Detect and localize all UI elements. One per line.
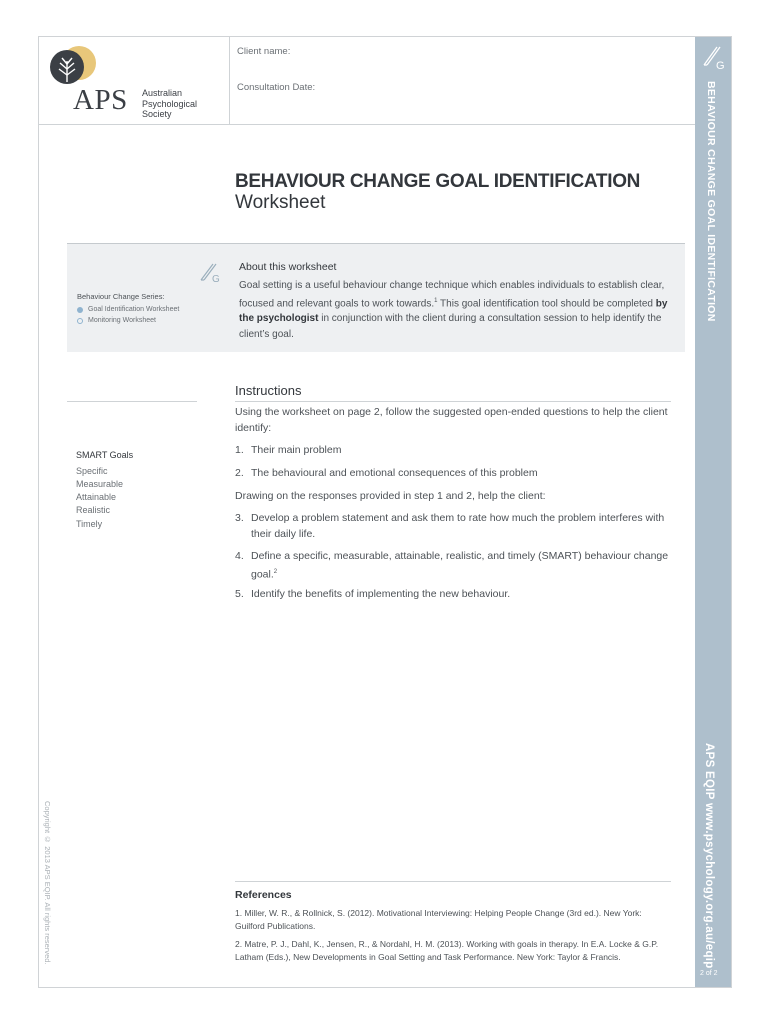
reference-2: 2. Matre, P. J., Dahl, K., Jensen, R., & Nordahl, H. M. (2013). Working with goals in therapy. In E.A. Locke & G.P. Latham (Eds.), New Developments in Goal Setting and Task Performance. New York: Taylor & Francis. <box>235 939 659 962</box>
svg-text:G: G <box>716 60 725 71</box>
aps-tree-icon <box>49 45 99 89</box>
instructions-rule <box>235 401 671 402</box>
instructions-middle: Drawing on the responses provided in step 1 and 2, help the client: <box>235 490 546 502</box>
page-indicator: 2 of 2 <box>700 970 718 977</box>
instruction-item-5: 5. Identify the benefits of implementing the new behaviour. <box>235 588 511 600</box>
smart-item-timely: Timely <box>76 519 103 529</box>
svg-text:G: G <box>212 274 220 284</box>
header-bottom-rule <box>39 124 697 125</box>
logo-letters: APS <box>73 84 128 116</box>
smart-item-attainable: Attainable <box>76 492 117 502</box>
instructions-heading: Instructions <box>235 383 302 398</box>
series-item-goal-identification: Goal Identification Worksheet <box>77 306 179 313</box>
org-name: Australian Psychological Society <box>142 88 198 119</box>
series-label: Behaviour Change Series: <box>77 292 165 301</box>
instruction-item-3: 3. Develop a problem statement and ask them to rate how much the problem interferes with their daily life. <box>235 512 665 540</box>
page-subtitle: Worksheet <box>235 192 326 213</box>
smart-goals-heading: SMART Goals <box>76 450 134 460</box>
sidebar-title: BEHAVIOUR CHANGE GOAL IDENTIFICATION <box>705 81 717 322</box>
about-heading: About this worksheet <box>239 261 337 273</box>
worksheet-page <box>38 36 732 988</box>
smart-item-measurable: Measurable <box>76 479 124 489</box>
references-rule <box>235 881 671 882</box>
header-divider <box>229 37 230 124</box>
right-sidebar <box>695 37 731 987</box>
references-heading: References <box>235 889 292 901</box>
left-column-rule <box>67 401 197 402</box>
pen-goal-icon <box>199 260 221 284</box>
smart-item-specific: Specific <box>76 466 108 476</box>
instruction-item-2: 2. The behavioural and emotional consequences of this problem <box>235 467 538 479</box>
smart-item-realistic: Realistic <box>76 505 111 515</box>
pen-goal-icon-sidebar <box>701 43 727 71</box>
reference-1: 1. Miller, W. R., & Rollnick, S. (2012). Motivational Interviewing: Helping People Change (3rd ed.). New York: Guilford Publications. <box>235 908 642 931</box>
instruction-item-4: 4. Define a specific, measurable, attainable, realistic, and timely (SMART) behaviour change goal.$^2$ <box>235 550 669 580</box>
page-title: BEHAVIOUR CHANGE GOAL IDENTIFICATION <box>235 171 641 192</box>
consultation-date-label: Consultation Date: <box>237 82 316 93</box>
aps-logo <box>49 43 219 119</box>
about-text: Goal setting is a useful behaviour change technique which enables individuals to establish clear, focused and relevant goals to work towards.$^1$ This goal identification tool should be completed by the psychologist in conjunction with the client during a consultation session to help identify the client’s goal. <box>239 280 668 340</box>
empty-bullet-icon <box>77 318 83 324</box>
instructions-intro: Using the worksheet on page 2, follow the suggested open-ended questions to help the client identify: <box>235 406 668 434</box>
filled-bullet-icon <box>77 307 83 313</box>
series-item-monitoring: Monitoring Worksheet <box>77 317 156 324</box>
client-name-label: Client name: <box>237 46 291 57</box>
sidebar-website: APS EQIP www.psychology.org.au/eqip <box>703 743 715 969</box>
instruction-item-1: 1. Their main problem <box>235 444 342 456</box>
about-section <box>67 243 685 352</box>
copyright-notice: Copyright © 2013 APS EQIP. All rights reserved. <box>43 801 52 965</box>
